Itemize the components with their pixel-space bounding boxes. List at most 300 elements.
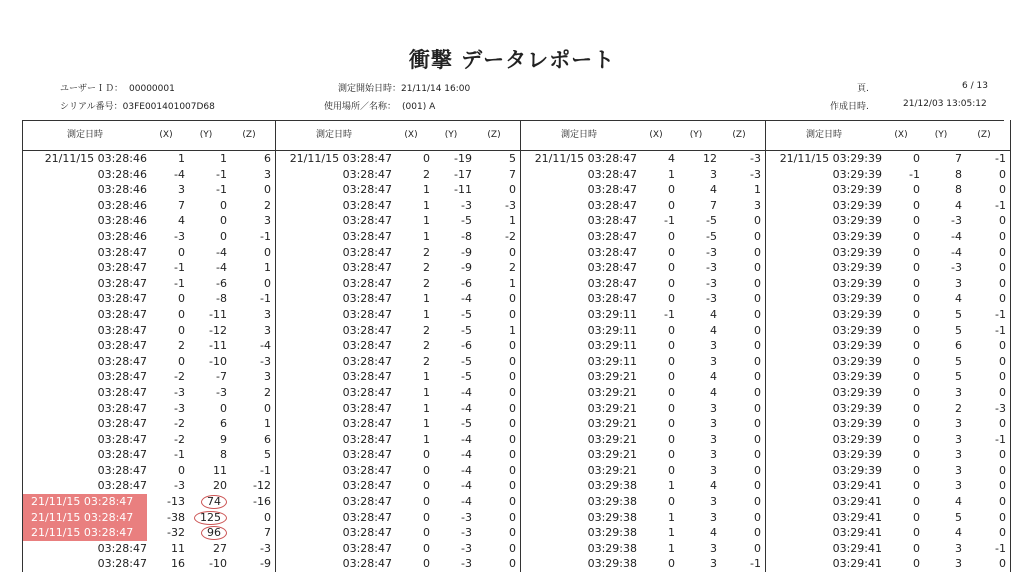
cell-z: 0	[962, 229, 1011, 245]
cell-dt: 03:28:47	[23, 432, 148, 448]
cell-z: -3	[260, 541, 271, 555]
cell-y: -5	[461, 417, 472, 431]
cell-z: 0	[754, 448, 761, 462]
table-row	[23, 510, 1011, 526]
cell-x: 0	[913, 276, 920, 290]
cell-dt: 03:29:21	[521, 385, 638, 401]
cell-dt: 03:28:47	[276, 494, 393, 510]
cell-z: 0	[754, 307, 761, 321]
cell-dt: 03:28:47	[23, 401, 148, 417]
cell-dt: 03:29:41	[766, 494, 883, 510]
created-label: 作成日時.	[830, 102, 869, 112]
cell-dt: 03:28:47	[23, 369, 148, 385]
cell-y: -1	[216, 167, 227, 181]
cell-y: -3	[951, 261, 962, 275]
cell-x: 1	[423, 183, 430, 197]
table-row	[23, 323, 1011, 339]
cell-y: -3	[951, 214, 962, 228]
table-row	[23, 151, 1011, 167]
cell-y: -3	[216, 385, 227, 399]
cell-z: -16	[253, 495, 271, 509]
cell-z: -1	[260, 463, 271, 477]
cell-y: -5	[461, 307, 472, 321]
cell-x: 2	[423, 323, 430, 337]
cell-dt: 03:29:21	[521, 416, 638, 432]
cell-y: 27	[213, 541, 227, 555]
cell-y: 3	[710, 417, 717, 431]
cell-y: 3	[955, 432, 962, 446]
cell-y: 0	[220, 229, 227, 243]
cell-dt: 03:28:47	[23, 447, 148, 463]
cell-y: -4	[461, 479, 472, 493]
cell-x: -38	[167, 510, 185, 524]
cell-y: -5	[706, 214, 717, 228]
cell-x: -1	[174, 448, 185, 462]
cell-y: -4	[461, 495, 472, 509]
cell-dt: 03:28:47	[23, 276, 148, 292]
report-title: 衝撃 データレポート	[408, 48, 616, 72]
cell-z: -2	[505, 229, 516, 243]
cell-x: 0	[668, 385, 675, 399]
cell-dt: 21/11/15 03:28:46	[23, 151, 148, 167]
table-row	[23, 213, 1011, 229]
column-header-dt: 測定日時	[23, 120, 148, 151]
cell-y: 3	[710, 339, 717, 353]
cell-x: 0	[423, 557, 430, 571]
cell-z: 0	[962, 338, 1011, 354]
cell-x: 0	[668, 276, 675, 290]
cell-z: 0	[754, 245, 761, 259]
cell-dt: 03:28:46	[23, 182, 148, 198]
cell-dt: 03:29:21	[521, 432, 638, 448]
cell-dt: 03:28:47	[276, 369, 393, 385]
cell-y: 8	[955, 167, 962, 181]
cell-dt: 03:28:47	[23, 354, 148, 370]
cell-x: -3	[174, 401, 185, 415]
user-id	[60, 81, 175, 94]
cell-z: -1	[962, 541, 1011, 557]
cell-z: -1	[260, 229, 271, 243]
shock-data-table	[22, 120, 1011, 572]
cell-z: 0	[754, 495, 761, 509]
cell-x: 0	[913, 229, 920, 243]
table-row	[23, 229, 1011, 245]
cell-x: 0	[178, 463, 185, 477]
cell-z: 2	[264, 385, 271, 399]
cell-z: 0	[509, 401, 516, 415]
cell-y: -4	[461, 292, 472, 306]
cell-dt: 03:29:11	[521, 323, 638, 339]
cell-x: 0	[913, 401, 920, 415]
cell-dt: 03:29:39	[766, 198, 883, 214]
cell-dt: 03:28:47	[521, 167, 638, 183]
cell-y: -3	[461, 541, 472, 555]
table-row	[23, 307, 1011, 323]
cell-x: 0	[913, 417, 920, 431]
cell-y: 5	[955, 323, 962, 337]
column-header-x: (X)	[392, 120, 430, 151]
cell-y: 3	[955, 463, 962, 477]
cell-x: 0	[913, 448, 920, 462]
cell-z: 0	[509, 307, 516, 321]
cell-y: 4	[955, 495, 962, 509]
cell-y: 11	[213, 463, 227, 477]
cell-y-circled	[185, 510, 227, 526]
table-row	[23, 401, 1011, 417]
cell-dt: 03:29:38	[521, 510, 638, 526]
circled-value: 125	[194, 511, 227, 525]
cell-x: 3	[178, 183, 185, 197]
cell-y: 4	[955, 292, 962, 306]
cell-y: 5	[955, 354, 962, 368]
cell-z: 3	[264, 370, 271, 384]
cell-z: 6	[264, 152, 271, 165]
cell-dt: 03:29:41	[766, 541, 883, 557]
cell-y: -10	[209, 557, 227, 571]
cell-dt: 03:28:47	[276, 291, 393, 307]
cell-dt: 03:28:47	[276, 354, 393, 370]
cell-dt: 03:28:46	[23, 198, 148, 214]
cell-x: 0	[913, 339, 920, 353]
cell-x: 0	[178, 323, 185, 337]
cell-dt: 03:28:47	[23, 541, 148, 557]
cell-dt: 21/11/15 03:28:47	[521, 151, 638, 167]
cell-y: -6	[461, 276, 472, 290]
cell-dt: 03:29:11	[521, 354, 638, 370]
cell-y: 3	[955, 385, 962, 399]
cell-x: 1	[423, 370, 430, 384]
cell-z: 0	[509, 417, 516, 431]
cell-x: -3	[174, 385, 185, 399]
cell-dt: 03:28:47	[276, 307, 393, 323]
cell-y: -6	[461, 339, 472, 353]
created-value: 21/12/03 13:05:12	[903, 99, 987, 109]
cell-dt: 03:29:39	[766, 276, 883, 292]
cell-x: 0	[913, 479, 920, 493]
user-id-value: 00000001	[129, 84, 175, 94]
cell-dt: 03:28:47	[521, 245, 638, 261]
cell-x: 0	[423, 152, 430, 165]
cell-y: 3	[710, 557, 717, 571]
cell-z: 0	[754, 510, 761, 524]
cell-z: 3	[264, 323, 271, 337]
cell-dt: 03:28:47	[23, 478, 148, 494]
cell-dt: 03:28:47	[23, 245, 148, 261]
table-row	[23, 369, 1011, 385]
cell-y: 3	[955, 557, 962, 571]
cell-x: 1	[423, 385, 430, 399]
cell-dt: 03:28:47	[276, 541, 393, 557]
cell-x: 2	[178, 339, 185, 353]
cell-z: 3	[264, 167, 271, 181]
cell-z: 0	[509, 183, 516, 197]
cell-dt: 03:28:47	[521, 276, 638, 292]
cell-y: 3	[710, 541, 717, 555]
cell-dt: 03:28:47	[276, 385, 393, 401]
cell-z: 0	[264, 276, 271, 290]
cell-z: 0	[264, 183, 271, 197]
table-row	[23, 354, 1011, 370]
cell-y: -3	[706, 276, 717, 290]
cell-x: 2	[423, 261, 430, 275]
cell-y: -5	[461, 214, 472, 228]
cell-dt: 03:29:21	[521, 401, 638, 417]
cell-z: 0	[754, 541, 761, 555]
cell-x: 0	[913, 432, 920, 446]
cell-y: 1	[220, 152, 227, 165]
cell-dt: 03:28:47	[276, 167, 393, 183]
cell-x: -32	[167, 526, 185, 540]
cell-dt: 03:28:47	[23, 556, 148, 572]
cell-z: 0	[509, 495, 516, 509]
cell-dt: 03:28:47	[521, 182, 638, 198]
cell-y: 4	[710, 370, 717, 384]
cell-z: -1	[962, 323, 1011, 339]
cell-y: 3	[955, 479, 962, 493]
cell-y: -11	[454, 183, 472, 197]
cell-dt: 03:28:47	[276, 260, 393, 276]
cell-z: 0	[754, 385, 761, 399]
column-header-z: (Z)	[472, 120, 521, 151]
column-header-z: (Z)	[962, 120, 1011, 151]
user-id-label: ユーザーＩＤ：	[60, 84, 124, 94]
cell-z: -1	[962, 198, 1011, 214]
circled-value: 96	[201, 526, 227, 540]
cell-y: -5	[706, 229, 717, 243]
column-header-z: (Z)	[717, 120, 766, 151]
cell-x: 11	[171, 541, 185, 555]
cell-y-circled	[185, 525, 227, 541]
cell-z: 0	[754, 292, 761, 306]
column-header-y: (Y)	[920, 120, 962, 151]
cell-dt: 03:29:38	[521, 494, 638, 510]
cell-z: -3	[505, 198, 516, 212]
cell-y: -4	[216, 261, 227, 275]
cell-z: 0	[962, 447, 1011, 463]
cell-x: 0	[913, 323, 920, 337]
cell-y: 4	[710, 307, 717, 321]
cell-dt: 21/11/15 03:28:47	[276, 151, 393, 167]
cell-x: 0	[913, 370, 920, 384]
cell-y: -12	[209, 323, 227, 337]
cell-y: 3	[955, 448, 962, 462]
column-header-dt: 測定日時	[521, 120, 638, 151]
cell-x: 0	[423, 510, 430, 524]
cell-x: 1	[423, 229, 430, 243]
cell-x: 7	[178, 198, 185, 212]
cell-z: -9	[260, 557, 271, 571]
cell-x: 0	[913, 307, 920, 321]
cell-z: -3	[260, 354, 271, 368]
cell-y: -4	[461, 463, 472, 477]
table-row	[23, 276, 1011, 292]
cell-dt: 03:28:47	[276, 510, 393, 526]
cell-x: 1	[423, 292, 430, 306]
cell-dt: 03:28:47	[276, 556, 393, 572]
cell-z: -1	[260, 292, 271, 306]
cell-z: 0	[962, 245, 1011, 261]
cell-dt: 03:29:21	[521, 369, 638, 385]
cell-x: 0	[913, 292, 920, 306]
column-header-x: (X)	[637, 120, 675, 151]
cell-z: 0	[962, 260, 1011, 276]
cell-x: 0	[178, 354, 185, 368]
cell-y: -3	[461, 510, 472, 524]
column-header-dt: 測定日時	[766, 120, 883, 151]
cell-dt: 03:28:47	[23, 385, 148, 401]
cell-y: -3	[706, 292, 717, 306]
cell-y: 3	[955, 541, 962, 555]
cell-x: 0	[913, 541, 920, 555]
location	[324, 99, 435, 112]
cell-z: 7	[509, 167, 516, 181]
page-value: 6 / 13	[962, 81, 988, 91]
cell-z: 5	[509, 152, 516, 165]
location-value: (001) A	[402, 102, 436, 112]
cell-z: 0	[754, 417, 761, 431]
cell-z: 3	[264, 307, 271, 321]
cell-y: 4	[955, 526, 962, 540]
cell-y: -7	[216, 370, 227, 384]
cell-x: -3	[174, 479, 185, 493]
cell-dt: 03:28:47	[23, 260, 148, 276]
cell-x: 0	[668, 339, 675, 353]
cell-dt: 03:28:46	[23, 213, 148, 229]
cell-x: 0	[178, 245, 185, 259]
cell-dt: 03:28:47	[276, 447, 393, 463]
cell-x: 0	[423, 479, 430, 493]
cell-y: -5	[461, 323, 472, 337]
cell-dt: 03:29:39	[766, 167, 883, 183]
cell-x: 1	[423, 401, 430, 415]
cell-z: 0	[962, 213, 1011, 229]
cell-dt: 03:29:39	[766, 463, 883, 479]
column-header-y: (Y)	[185, 120, 227, 151]
cell-dt: 03:28:47	[521, 229, 638, 245]
cell-x: 0	[668, 229, 675, 243]
table-row	[23, 260, 1011, 276]
created-datetime	[830, 99, 869, 112]
cell-z: -3	[750, 152, 761, 165]
cell-x: 0	[668, 448, 675, 462]
cell-dt: 03:28:47	[276, 416, 393, 432]
cell-dt: 03:29:11	[521, 338, 638, 354]
start-label: 測定開始日時：	[338, 84, 402, 94]
cell-y: 7	[955, 152, 962, 165]
cell-dt: 03:28:47	[276, 432, 393, 448]
cell-y: 5	[955, 370, 962, 384]
cell-z: 0	[264, 245, 271, 259]
cell-z: 6	[264, 432, 271, 446]
cell-z: 0	[509, 541, 516, 555]
serial-label: シリアル番号：	[60, 102, 123, 112]
cell-y: -19	[454, 152, 472, 165]
column-header-x: (X)	[882, 120, 920, 151]
cell-dt: 03:29:39	[766, 369, 883, 385]
cell-z: 0	[754, 229, 761, 243]
cell-x: 0	[913, 354, 920, 368]
cell-dt: 03:28:47	[276, 245, 393, 261]
cell-dt: 03:28:47	[276, 338, 393, 354]
cell-y: 6	[955, 339, 962, 353]
cell-x: 1	[423, 198, 430, 212]
cell-dt: 03:29:39	[766, 385, 883, 401]
cell-x: 0	[913, 557, 920, 571]
cell-y: 3	[710, 495, 717, 509]
cell-x: 0	[913, 495, 920, 509]
cell-x: 1	[668, 510, 675, 524]
cell-dt: 03:29:41	[766, 556, 883, 572]
cell-x: 1	[423, 214, 430, 228]
cell-y: -9	[461, 261, 472, 275]
cell-dt: 03:28:47	[276, 478, 393, 494]
cell-z: -12	[253, 479, 271, 493]
cell-x: 0	[178, 307, 185, 321]
cell-x: 0	[423, 463, 430, 477]
cell-x: -2	[174, 417, 185, 431]
cell-z: 0	[509, 557, 516, 571]
cell-y: 3	[710, 463, 717, 477]
cell-x: 0	[913, 385, 920, 399]
cell-dt: 03:29:11	[521, 307, 638, 323]
cell-z: 0	[754, 323, 761, 337]
cell-x: 0	[913, 198, 920, 212]
table-row	[23, 182, 1011, 198]
cell-dt: 03:29:39	[766, 229, 883, 245]
cell-x: 2	[423, 167, 430, 181]
table-body	[23, 151, 1011, 573]
cell-dt: 03:29:39	[766, 338, 883, 354]
cell-z: 0	[962, 494, 1011, 510]
cell-y: -11	[209, 307, 227, 321]
cell-y: -4	[951, 245, 962, 259]
cell-y: -8	[461, 229, 472, 243]
cell-z: -1	[962, 307, 1011, 323]
page-label: 頁.	[857, 84, 869, 94]
cell-y: -9	[461, 245, 472, 259]
cell-z: 0	[962, 291, 1011, 307]
cell-x: 0	[668, 354, 675, 368]
cell-y: -4	[461, 385, 472, 399]
cell-dt: 03:29:21	[521, 447, 638, 463]
cell-x: 0	[668, 463, 675, 477]
column-header-y: (Y)	[675, 120, 717, 151]
cell-y: -3	[461, 198, 472, 212]
cell-dt: 03:28:47	[276, 323, 393, 339]
cell-x: -1	[664, 307, 675, 321]
cell-x: 0	[178, 292, 185, 306]
cell-dt: 03:29:39	[766, 401, 883, 417]
table-row	[23, 478, 1011, 494]
cell-dt: 03:29:38	[521, 556, 638, 572]
location-label: 使用場所／名称：	[324, 102, 397, 112]
cell-z: 0	[962, 167, 1011, 183]
cell-y: 4	[710, 479, 717, 493]
cell-dt: 03:28:47	[521, 260, 638, 276]
page-number	[857, 81, 869, 94]
cell-x: 0	[668, 183, 675, 197]
cell-z: 1	[264, 417, 271, 431]
cell-dt-highlighted: 21/11/15 03:28:47	[23, 510, 148, 526]
table-row	[23, 245, 1011, 261]
cell-dt: 03:28:47	[23, 307, 148, 323]
cell-y: -11	[209, 339, 227, 353]
cell-y: -17	[454, 167, 472, 181]
cell-dt: 03:28:47	[276, 198, 393, 214]
cell-dt: 03:28:47	[521, 198, 638, 214]
cell-y: 3	[710, 401, 717, 415]
cell-x: 0	[913, 463, 920, 477]
